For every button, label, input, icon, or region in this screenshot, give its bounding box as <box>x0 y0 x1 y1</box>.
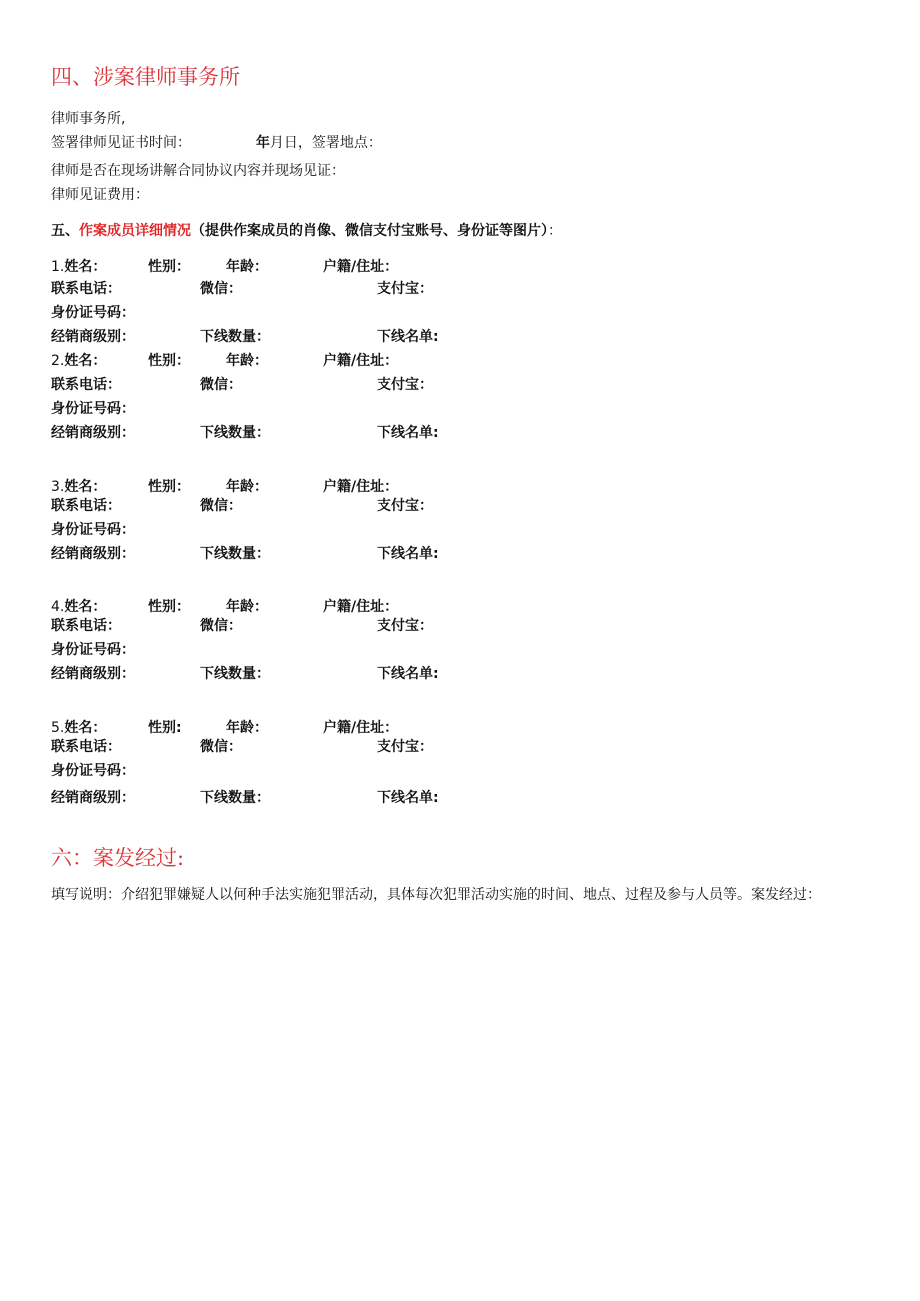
member-hukou-label: 户籍/住址： <box>323 720 399 736</box>
member-age-label: 年龄： <box>226 353 268 369</box>
member-alipay-label: 支付宝： <box>377 281 433 297</box>
section-5-title-rest: （提供作案成员的肖像、微信支付宝账号、身份证等图片） <box>191 223 548 239</box>
member-phone-label: 联系电话： <box>51 498 121 514</box>
member-dealer-level-label: 经销商级别： <box>51 329 135 345</box>
member-downline-list-label: 下线名单: <box>377 329 439 345</box>
member-wechat-label: 微信： <box>200 739 242 755</box>
member-downline-count-label: 下线数量： <box>200 790 270 806</box>
member-dealer-level-label: 经销商级别： <box>51 546 135 562</box>
member-dealer-level-label: 经销商级别： <box>51 666 135 682</box>
member-downline-count-label: 下线数量： <box>200 666 270 682</box>
case-instruction: 填写说明：介绍犯罪嫌疑人以何种手法实施犯罪活动，具体每次犯罪活动实施的时间、地点、过程及参与人员等。案发经过： <box>51 887 821 903</box>
member-alipay-label: 支付宝： <box>377 498 433 514</box>
law-firm-label: 律师事务所, <box>51 111 126 127</box>
member-phone-label: 联系电话： <box>51 281 121 297</box>
member-id-label: 身份证号码： <box>51 401 135 417</box>
member-dealer-level-label: 经销商级别： <box>51 425 135 441</box>
section-5-title-red: 作案成员详细情况 <box>79 223 191 239</box>
member-name-label: 5.姓名： <box>51 720 107 736</box>
member-dealer-level-label: 经销商级别： <box>51 790 135 806</box>
sign-time-row <box>51 134 382 152</box>
member-name-label: 3.姓名： <box>51 479 107 495</box>
member-hukou-label: 户籍/住址： <box>323 259 399 275</box>
member-downline-list-label: 下线名单: <box>377 425 439 441</box>
member-downline-count-label: 下线数量： <box>200 329 270 345</box>
member-alipay-label: 支付宝： <box>377 739 433 755</box>
member-phone-label: 联系电话： <box>51 739 121 755</box>
member-alipay-label: 支付宝： <box>377 377 433 393</box>
member-gender-label: 性别： <box>148 259 190 275</box>
member-phone-label: 联系电话： <box>51 618 121 634</box>
member-name-label: 1.姓名： <box>51 259 107 275</box>
member-age-label: 年龄： <box>226 479 268 495</box>
member-gender-label: 性别： <box>148 353 190 369</box>
member-hukou-label: 户籍/住址： <box>323 599 399 615</box>
sign-date-rest: 月日，签署地点： <box>269 135 382 151</box>
member-age-label: 年龄： <box>226 259 268 275</box>
member-hukou-label: 户籍/住址： <box>323 479 399 495</box>
section-5-heading <box>51 222 562 240</box>
member-id-label: 身份证号码： <box>51 522 135 538</box>
member-hukou-label: 户籍/住址： <box>323 353 399 369</box>
section-4-heading: 四、涉案律师事务所 <box>51 65 240 89</box>
member-downline-list-label: 下线名单: <box>377 546 439 562</box>
member-wechat-label: 微信： <box>200 618 242 634</box>
sign-date-year: 年 <box>255 135 270 151</box>
member-age-label: 年龄： <box>226 599 268 615</box>
member-age-label: 年龄： <box>226 720 268 736</box>
member-downline-list-label: 下线名单: <box>377 790 439 806</box>
member-phone-label: 联系电话： <box>51 377 121 393</box>
member-downline-list-label: 下线名单: <box>377 666 439 682</box>
section-5-title-colon: ： <box>548 223 562 239</box>
member-id-label: 身份证号码： <box>51 642 135 658</box>
member-wechat-label: 微信： <box>200 498 242 514</box>
section-6-heading: 六：案发经过: <box>51 846 185 870</box>
sign-time-label: 签署律师见证书时间： <box>51 135 191 151</box>
member-id-label: 身份证号码： <box>51 305 135 321</box>
member-downline-count-label: 下线数量： <box>200 425 270 441</box>
member-name-label: 2.姓名： <box>51 353 107 369</box>
member-wechat-label: 微信： <box>200 377 242 393</box>
section-5-prefix: 五、 <box>51 223 79 239</box>
member-alipay-label: 支付宝： <box>377 618 433 634</box>
member-wechat-label: 微信： <box>200 281 242 297</box>
member-gender-label: 性别： <box>148 599 190 615</box>
member-gender-label: 性别: <box>148 720 182 736</box>
member-id-label: 身份证号码： <box>51 763 135 779</box>
member-gender-label: 性别： <box>148 479 190 495</box>
onsite-witness-label: 律师是否在现场讲解合同协议内容并现场见证： <box>51 163 345 179</box>
member-downline-count-label: 下线数量： <box>200 546 270 562</box>
witness-fee-label: 律师见证费用： <box>51 187 149 203</box>
member-name-label: 4.姓名： <box>51 599 107 615</box>
